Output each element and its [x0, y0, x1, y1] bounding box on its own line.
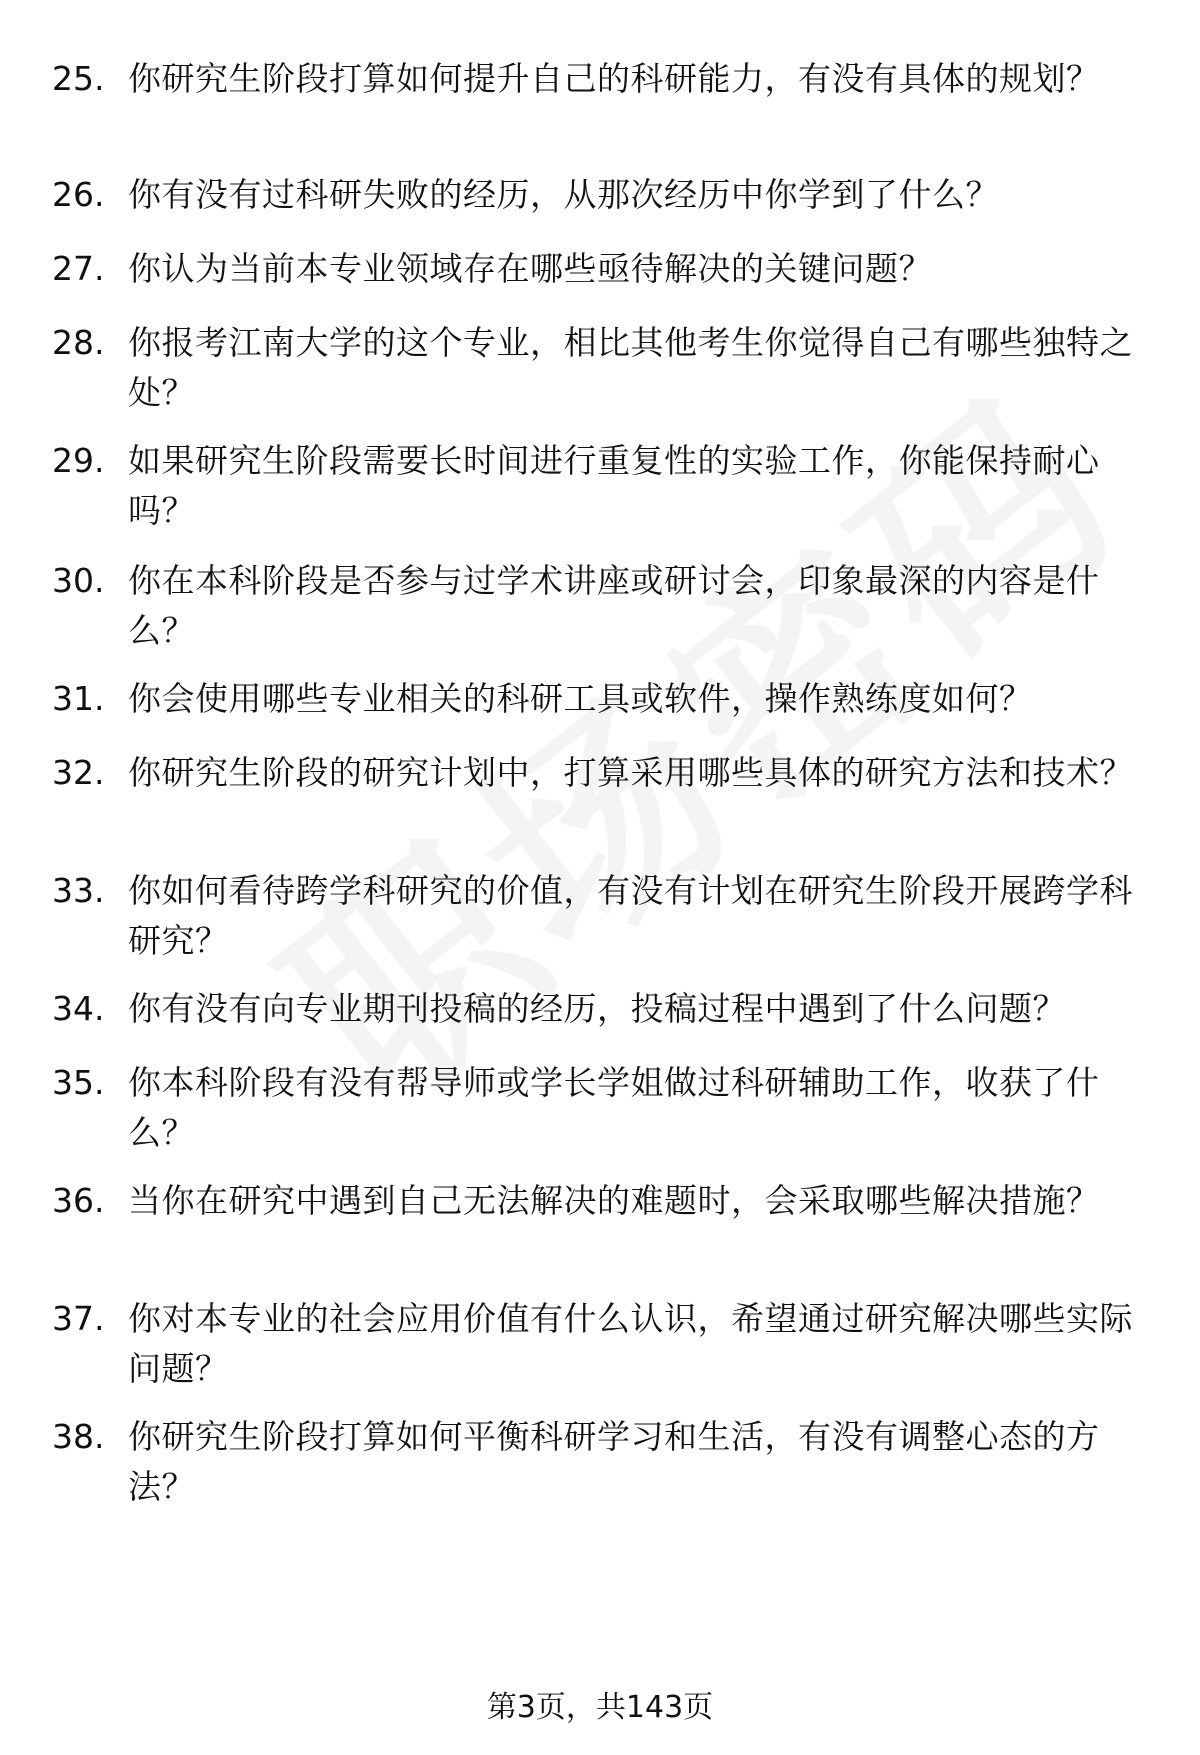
- question-number: 31.: [52, 679, 105, 718]
- question-number: 36.: [52, 1181, 105, 1220]
- question-text: 如果研究生阶段需要长时间进行重复性的实验工作，你能保持耐心吗？: [128, 441, 1100, 530]
- question-number: 33.: [52, 871, 105, 910]
- question-text: 你研究生阶段打算如何平衡科研学习和生活，有没有调整心态的方法？: [128, 1417, 1100, 1506]
- question-text: 你在本科阶段是否参与过学术讲座或研讨会，印象最深的内容是什么？: [128, 561, 1100, 650]
- question-number: 28.: [52, 323, 105, 362]
- question-text: 你研究生阶段打算如何提升自己的科研能力，有没有具体的规划？: [128, 59, 1100, 98]
- question-text: 你会使用哪些专业相关的科研工具或软件，操作熟练度如何？: [128, 679, 1033, 718]
- question-number: 34.: [52, 989, 105, 1028]
- list-item: [0, 866, 1200, 976]
- list-item: [0, 1294, 1200, 1404]
- question-number: 25.: [52, 59, 105, 98]
- question-text: 你有没有向专业期刊投稿的经历，投稿过程中遇到了什么问题？: [128, 989, 1066, 1028]
- question-text: 你本科阶段有没有帮导师或学长学姐做过科研辅助工作，收获了什么？: [128, 1063, 1100, 1152]
- question-text: 你对本专业的社会应用价值有什么认识，希望通过研究解决哪些实际问题？: [128, 1299, 1133, 1388]
- question-number: 37.: [52, 1299, 105, 1338]
- question-text: 你有没有过科研失败的经历，从那次经历中你学到了什么？: [128, 175, 999, 214]
- list-item: [0, 1176, 1200, 1286]
- question-number: 35.: [52, 1063, 105, 1102]
- question-text: 你如何看待跨学科研究的价值，有没有计划在研究生阶段开展跨学科研究？: [128, 871, 1133, 960]
- question-number: 32.: [52, 753, 105, 792]
- page-number: 第3页，共143页: [486, 1690, 714, 1725]
- list-item: [0, 54, 1200, 164]
- list-item: [0, 318, 1200, 428]
- list-item: [0, 748, 1200, 858]
- question-number: 27.: [52, 249, 105, 288]
- question-text: 你研究生阶段的研究计划中，打算采用哪些具体的研究方法和技术？: [128, 753, 1133, 792]
- question-number: 29.: [52, 441, 105, 480]
- question-text: 你报考江南大学的这个专业，相比其他考生你觉得自己有哪些独特之处？: [128, 323, 1133, 412]
- list-item: [0, 1412, 1200, 1522]
- question-text: 当你在研究中遇到自己无法解决的难题时，会采取哪些解决措施？: [128, 1181, 1100, 1220]
- list-item: [0, 556, 1200, 666]
- question-number: 30.: [52, 561, 105, 600]
- list-item: [0, 436, 1200, 546]
- question-text: 你认为当前本专业领域存在哪些亟待解决的关键问题？: [128, 249, 932, 288]
- list-item: [0, 1058, 1200, 1168]
- question-number: 38.: [52, 1417, 105, 1456]
- question-number: 26.: [52, 175, 105, 214]
